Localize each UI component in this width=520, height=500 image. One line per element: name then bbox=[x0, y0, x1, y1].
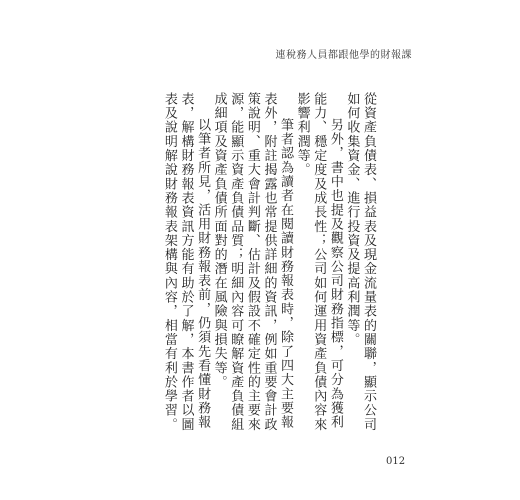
paragraph-2: 另外，書中也提及觀察公司財務指標，可分為獲利能力、穩定度及成長性；公司如何運用資產負債內容來影響利潤等。 bbox=[294, 92, 343, 432]
paragraph-3: 筆者認為讀者在閱讀財務報表時，除了四大主要報表外，附註揭露也常提供詳細的資訊，例如重要會計政策說明、重大會計判斷、估計及假設不確定性的主要來源，能顯示資產負債品質；明細內容可瞭解資產負債組成細項及資產負債所面對的潛在風險與損失等。 bbox=[211, 92, 294, 432]
running-header: 連稅務人員都跟他學的財報課 bbox=[275, 50, 412, 61]
paragraph-1: 從資產負債表、損益表及現金流量表的關聯，顯示公司如何收集資金、進行投資及提高利潤等。 bbox=[344, 92, 376, 432]
body-text bbox=[160, 92, 376, 438]
paragraph-4: 以筆者所見，活用財務報表前，仍須先看懂財務報表，解構財務報表資訊方能有助於了解，本書作者以圖表及說明解說財務報表架構與內容，相當有利於學習。 bbox=[161, 92, 211, 432]
page-number: 012 bbox=[386, 456, 406, 467]
